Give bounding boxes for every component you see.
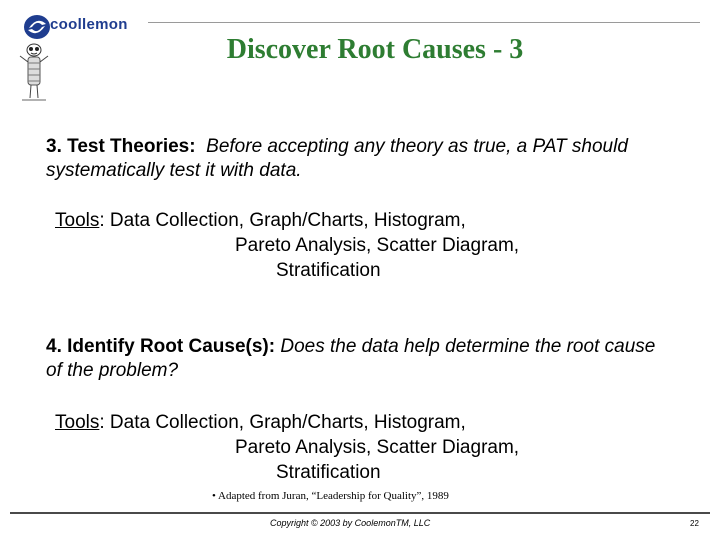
tools-label: Tools [55, 412, 100, 433]
logo-text: coollemon [50, 16, 128, 33]
tools-list-1: : Data Collection, Graph/Charts, Histogram, [99, 210, 466, 231]
section-4-text [46, 335, 666, 383]
section-3-tools-line-1 [55, 209, 466, 233]
section-3-tools-line-2: Pareto Analysis, Scatter Diagram, [235, 235, 520, 256]
source-note: • Adapted from Juran, “Leadership for Quality”, 1989 [212, 490, 449, 502]
header-divider [148, 22, 700, 23]
section-4-tools-line-3: Stratification [276, 462, 381, 483]
footer-divider [10, 512, 710, 514]
tools-label: Tools [55, 210, 100, 231]
section-4-tools-line-2: Pareto Analysis, Scatter Diagram, [235, 437, 520, 458]
copyright-text: Copyright © 2003 by CoolemonTM, LLC [270, 518, 431, 528]
page-title: Discover Root Causes - 3 [226, 34, 524, 65]
section-3-tools-line-3: Stratification [276, 260, 381, 281]
section-3-text [46, 135, 666, 183]
section-4-tools-line-1 [55, 411, 466, 435]
mascot-figure-icon [12, 40, 56, 106]
tools-list-1: : Data Collection, Graph/Charts, Histogram, [99, 412, 466, 433]
section-3-heading: 3. Test Theories: [46, 136, 196, 157]
section-3-description: Before accepting any theory as true, a PAT should systematically test it with data. [46, 136, 628, 181]
section-4-heading: 4. Identify Root Cause(s): [46, 336, 276, 357]
page-number: 22 [690, 519, 699, 528]
section-4-description: Does the data help determine the root cause of the problem? [46, 336, 656, 381]
